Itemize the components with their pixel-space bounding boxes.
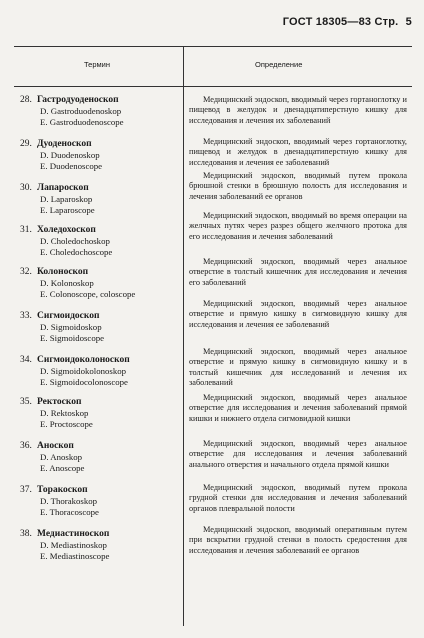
term-entry <box>20 267 182 299</box>
term-name <box>20 529 182 540</box>
term-name <box>20 397 182 408</box>
term-number: 36. <box>20 441 32 451</box>
term-number: 31. <box>20 225 32 235</box>
german-equivalent: D. Kolonoskop <box>40 278 94 288</box>
english-equivalent: E. Proctoscope <box>40 418 93 429</box>
term-entry <box>20 441 182 473</box>
term-title: Торакоскоп <box>37 485 88 495</box>
page-number: 5 <box>405 16 412 28</box>
term-title: Дуоденоскоп <box>37 139 92 149</box>
english-equivalent: E. Anoscope <box>40 462 85 473</box>
term-number: 30. <box>20 183 32 193</box>
german-equivalent: D. Laparoskop <box>40 194 93 204</box>
term-title: Колоноскоп <box>37 267 89 277</box>
term-entry <box>20 355 182 387</box>
term-title: Ректоскоп <box>37 397 82 407</box>
standard-code: ГОСТ 18305—83 <box>282 16 372 28</box>
column-divider <box>183 46 184 626</box>
term-name <box>20 441 182 452</box>
page-header <box>283 16 412 28</box>
term-number: 34. <box>20 355 32 365</box>
table-top-rule <box>14 46 412 47</box>
german-equivalent: D. Gastroduodenoskop <box>40 106 122 116</box>
page-label: Стр. <box>374 16 399 28</box>
german-equivalent: D. Choledochoskop <box>40 236 110 246</box>
english-equivalent: E. Sigmoidoscope <box>40 332 105 343</box>
term-number: 33. <box>20 311 32 321</box>
term-title: Лапароскоп <box>37 183 89 193</box>
term-number: 29. <box>20 139 32 149</box>
term-title: Сигмоидоскоп <box>37 311 100 321</box>
term-name <box>20 183 182 194</box>
german-equivalent: D. Thorakoskop <box>40 496 98 506</box>
english-equivalent: E. Thoracoscope <box>40 506 99 517</box>
definition-text: Медицинский эндоскоп, вводимый путем прокола брюшной стенки в брюшную полость для исследования и лечения заболеваний ее органов <box>189 171 407 201</box>
term-name <box>20 139 182 150</box>
table-header-rule <box>14 86 412 87</box>
term-name <box>20 311 182 322</box>
term-entry <box>20 225 182 257</box>
term-name <box>20 225 182 236</box>
definition-text: Медицинский эндоскоп, вводимый путем прокола грудной стенки для исследования и лечения заболеваний органов плевральной полости <box>189 483 407 513</box>
term-title: Гастродуоденоскоп <box>37 95 119 105</box>
english-equivalent: E. Gastroduodenoscope <box>40 116 124 127</box>
german-equivalent: D. Rektoskop <box>40 408 89 418</box>
german-equivalent: D. Duodenoskop <box>40 150 100 160</box>
german-equivalent: D. Sigmoidokolonoskop <box>40 366 127 376</box>
term-entry <box>20 95 182 127</box>
term-number: 32. <box>20 267 32 277</box>
term-entry <box>20 183 182 215</box>
term-number: 38. <box>20 529 32 539</box>
term-name <box>20 267 182 278</box>
term-title: Медиастиноскоп <box>37 529 110 539</box>
term-entry <box>20 139 182 171</box>
english-equivalent: E. Choledochoscope <box>40 246 113 257</box>
german-equivalent: D. Anoskop <box>40 452 83 462</box>
definition-text: Медицинский эндоскоп, вводимый оперативным путем при вскрытии грудной стенки в полость средостения для исследования и лечения заболеваний ее органов <box>189 525 407 555</box>
term-title: Аноскоп <box>37 441 74 451</box>
column-header-term: Термин <box>84 60 110 69</box>
column-header-definition: Определение <box>255 60 303 69</box>
definition-text: Медицинский эндоскоп, вводимый через гортаноглотку, пищевод и желудок в двенадцатиперстную кишку для исследования и лечения ее заболеваний <box>189 137 407 167</box>
definition-text: Медицинский эндоскоп, вводимый через анальное отверстие для исследования и лечения заболеваний анального отверстия и начального отдела прямой кишки <box>189 439 407 469</box>
definition-text: Медицинский эндоскоп, вводимый через анальное отверстие и прямую кишку в сигмовидную кишку и в толстый кишечник для исследований и лечения их заболеваний <box>189 347 407 388</box>
term-name <box>20 485 182 496</box>
term-name <box>20 355 182 366</box>
term-title: Холедохоскоп <box>37 225 96 235</box>
term-entry <box>20 311 182 343</box>
term-number: 35. <box>20 397 32 407</box>
definition-text: Медицинский эндоскоп, вводимый через анальное отверстие в толстый кишечник для исследования и лечения его заболеваний <box>189 257 407 287</box>
term-entry <box>20 485 182 517</box>
definition-text: Медицинский эндоскоп, вводимый через анальное отверстие и прямую кишку в сигмовидную кишку для исследования и лечения ее заболеваний <box>189 299 407 329</box>
definition-text: Медицинский эндоскоп, вводимый во время операции на желчных путях через разрез общего желчного протока для его исследования и лечения заболеваний <box>189 211 407 241</box>
term-title: Сигмоидоколоноскоп <box>37 355 130 365</box>
english-equivalent: E. Sigmoidocolonoscope <box>40 376 128 387</box>
english-equivalent: E. Laparoscope <box>40 204 95 215</box>
german-equivalent: D. Sigmoidoskop <box>40 322 102 332</box>
term-entry <box>20 397 182 429</box>
definition-text: Медицинский эндоскоп, вводимый через гортаноглотку и пищевод в желудок и двенадцатиперстную кишку для исследования и лечения их заболеваний <box>189 95 407 125</box>
term-number: 28. <box>20 95 32 105</box>
english-equivalent: E. Duodenoscope <box>40 160 103 171</box>
term-name <box>20 95 182 106</box>
english-equivalent: E. Mediastinoscope <box>40 550 110 561</box>
german-equivalent: D. Mediastinoskop <box>40 540 107 550</box>
english-equivalent: E. Colonoscope, coloscope <box>40 288 136 299</box>
term-entry <box>20 529 182 561</box>
definition-text: Медицинский эндоскоп, вводимый через анальное отверстие для исследования и лечения заболеваний прямой кишки и нижнего отдела сигмовидной кишки <box>189 393 407 423</box>
term-number: 37. <box>20 485 32 495</box>
